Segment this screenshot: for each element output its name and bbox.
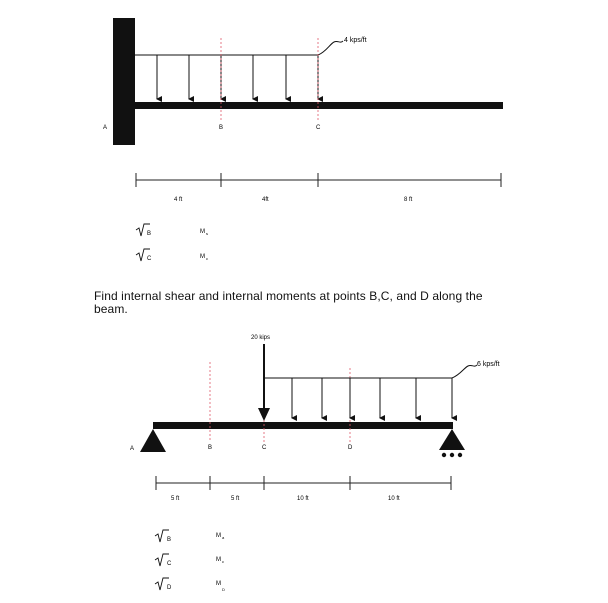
moment-b-sub-1: s [206, 231, 208, 236]
dim-label-2b: 5 ft [231, 496, 240, 502]
dimension-line-1 [136, 173, 501, 187]
moment-c-label-1: M [200, 254, 205, 260]
point-a-label-2: A [130, 446, 135, 452]
roller-wheel [442, 453, 446, 457]
moment-c-sub-1: c [206, 256, 208, 261]
shear-c-label-2: C [167, 561, 172, 567]
distributed-load-1 [135, 41, 343, 99]
problem-prompt: Find internal shear and internal moments at points B,C, and D along the beam. [94, 289, 483, 316]
distributed-load-2 [264, 365, 477, 418]
roller-support [439, 429, 465, 450]
shear-b-label-2: B [167, 537, 172, 543]
answers-1 [136, 224, 208, 262]
pin-support [140, 429, 166, 452]
point-d-label-2: D [348, 445, 353, 451]
load-leader-1 [318, 41, 343, 55]
moment-d-sub-2: D [222, 587, 225, 592]
load-leader-2 [452, 365, 477, 378]
moment-b-sub-2: a [222, 535, 225, 540]
point-c-label-2: C [262, 445, 267, 451]
moment-c-label-2: M [216, 557, 221, 563]
dim-label-1b: 4ft [262, 197, 269, 203]
dim-label-1c: 8 ft [404, 197, 413, 203]
shear-d-label-2: D [167, 585, 172, 591]
moment-b-label-1: M [200, 229, 205, 235]
roller-wheel [458, 453, 462, 457]
answers-2 [155, 530, 225, 592]
simple-beam [153, 422, 453, 429]
dim-label-2d: 10 ft [388, 496, 400, 502]
point-a-label-1: A [103, 125, 108, 131]
load-label-2: 6 kps/ft [477, 361, 500, 368]
moment-d-label-2: M [216, 581, 221, 587]
point-load-arrow [258, 344, 270, 421]
point-b-label-2: B [208, 445, 213, 451]
shear-c-label-1: C [147, 256, 152, 262]
dimension-line-2 [156, 476, 451, 490]
fixed-wall-support [113, 18, 135, 145]
moment-b-label-2: M [216, 533, 221, 539]
moment-c-sub-2: c [222, 559, 224, 564]
dim-label-2a: 5 ft [171, 496, 180, 502]
load-label-1: 4 kps/ft [344, 37, 367, 44]
roller-wheel [450, 453, 454, 457]
point-b-label-1: B [219, 125, 224, 131]
point-load-label: 20 kips [251, 335, 271, 341]
problem1-cantilever [103, 18, 503, 262]
shear-b-label-1: B [147, 231, 152, 237]
cantilever-beam [135, 102, 503, 109]
problem2-simply-supported [130, 335, 500, 592]
point-c-label-1: C [316, 125, 321, 131]
dim-label-1a: 4 ft [174, 197, 183, 203]
dim-label-2c: 10 ft [297, 496, 309, 502]
